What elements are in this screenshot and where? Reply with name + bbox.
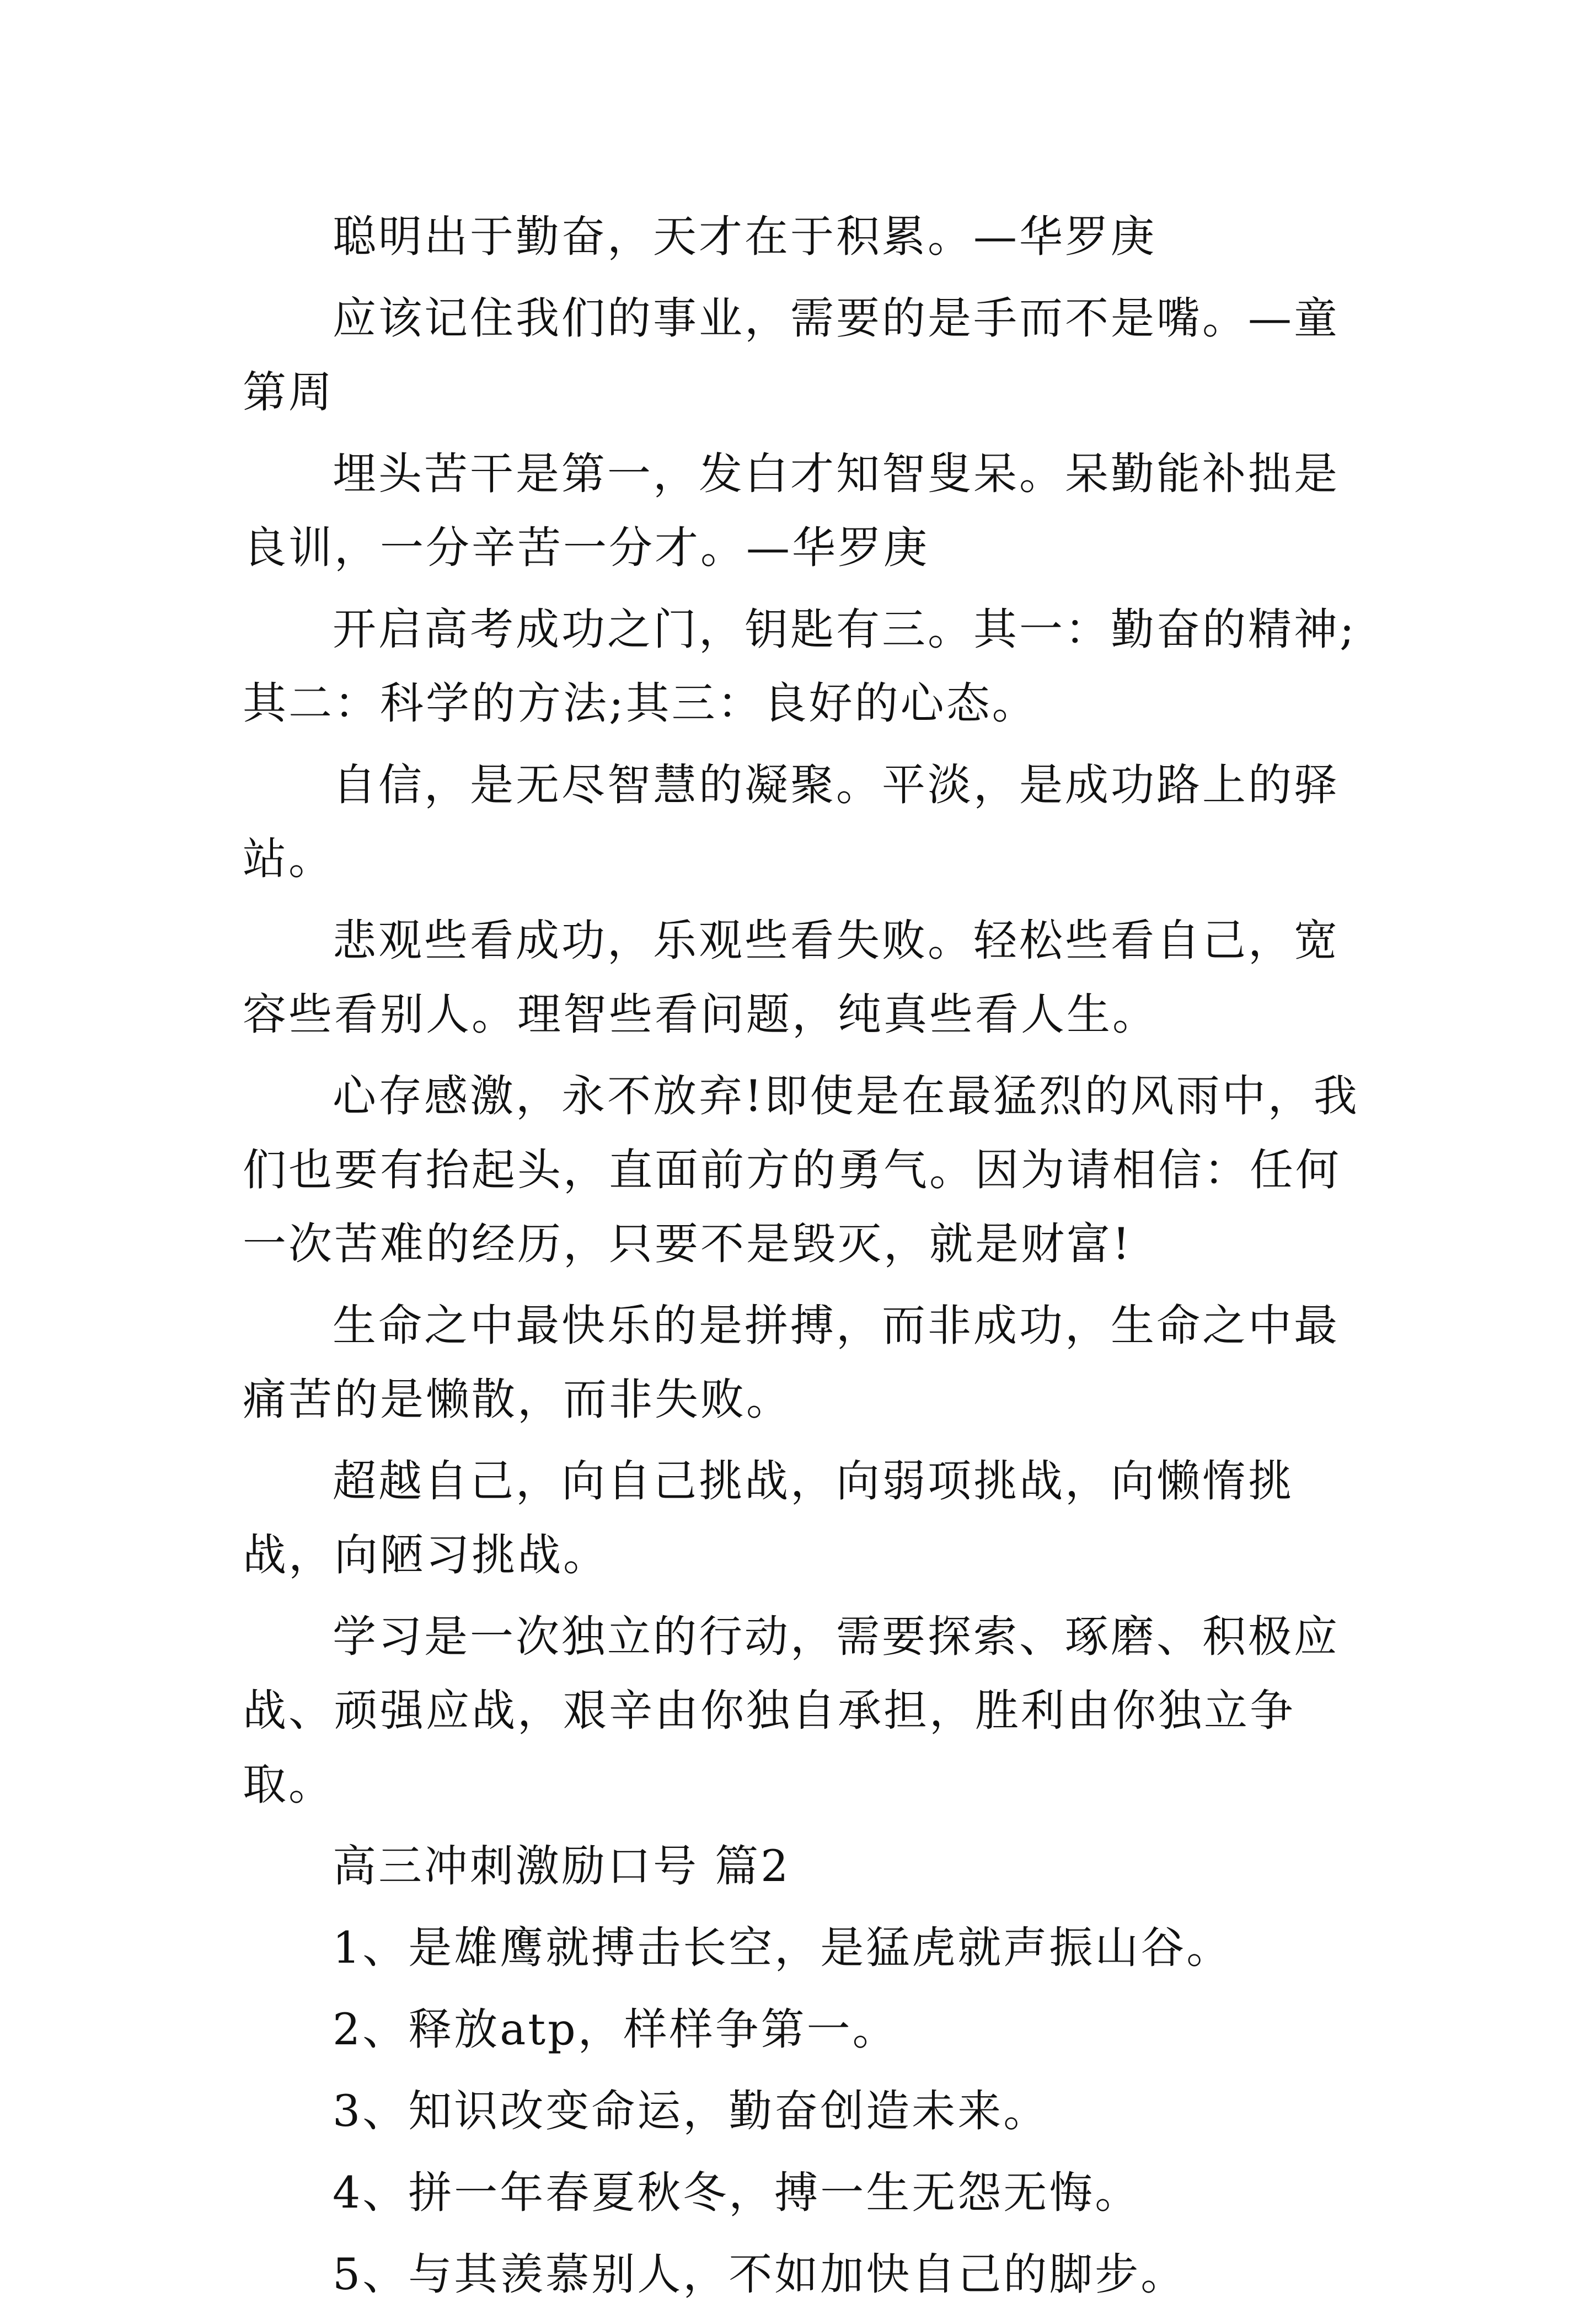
paragraph: 生命之中最快乐的是拼搏，而非成功，生命之中最痛苦的是懒散，而非失败。 xyxy=(243,1300,1340,1425)
paragraph: 心存感激，永不放弃!即使是在最猛烈的风雨中，我们也要有抬起头，直面前方的勇气。因为请相信：任何一次苦难的经历，只要不是毁灭，就是财富! xyxy=(243,1071,1359,1269)
paragraph: 埋头苦干是第一，发白才知智叟呆。呆勤能补拙是良训，一分辛苦一分才。—华罗庚 xyxy=(243,448,1340,573)
paragraph: 学习是一次独立的行动，需要探索、琢磨、积极应战、顽强应战，艰辛由你独自承担，胜利由你独立争取。 xyxy=(243,1611,1340,1810)
paragraph: 开启高考成功之门，钥匙有三。其一：勤奋的精神;其二：科学的方法;其三：良好的心态。 xyxy=(243,604,1357,729)
list-item: 4、拼一年春夏秋冬，搏一生无怨无悔。 xyxy=(333,2167,1141,2218)
list-item: 1、是雄鹰就搏击长空，是猛虎就声振山谷。 xyxy=(333,1922,1233,1973)
list-item: 3、知识改变命运，勤奋创造未来。 xyxy=(333,2086,1049,2136)
paragraph: 悲观些看成功，乐观些看失败。轻松些看自己，宽容些看别人。理智些看问题，纯真些看人生。 xyxy=(243,915,1340,1040)
paragraph: 自信，是无尽智慧的凝聚。平淡，是成功路上的驿站。 xyxy=(243,760,1340,884)
section-heading: 高三冲刺激励口号 篇2 xyxy=(333,1841,791,1891)
list-item: 2、释放atp，样样争第一。 xyxy=(333,2004,898,2055)
paragraph: 应该记住我们的事业，需要的是手而不是嘴。—童第周 xyxy=(243,293,1340,418)
paragraph: 超越自己，向自己挑战，向弱项挑战，向懒惰挑战，向陋习挑战。 xyxy=(243,1456,1294,1580)
list-item: 5、与其羡慕别人，不如加快自己的脚步。 xyxy=(333,2249,1187,2300)
paragraph: 聪明出于勤奋，天才在于积累。—华罗庚 xyxy=(333,211,1156,262)
document-body xyxy=(243,200,1362,2319)
